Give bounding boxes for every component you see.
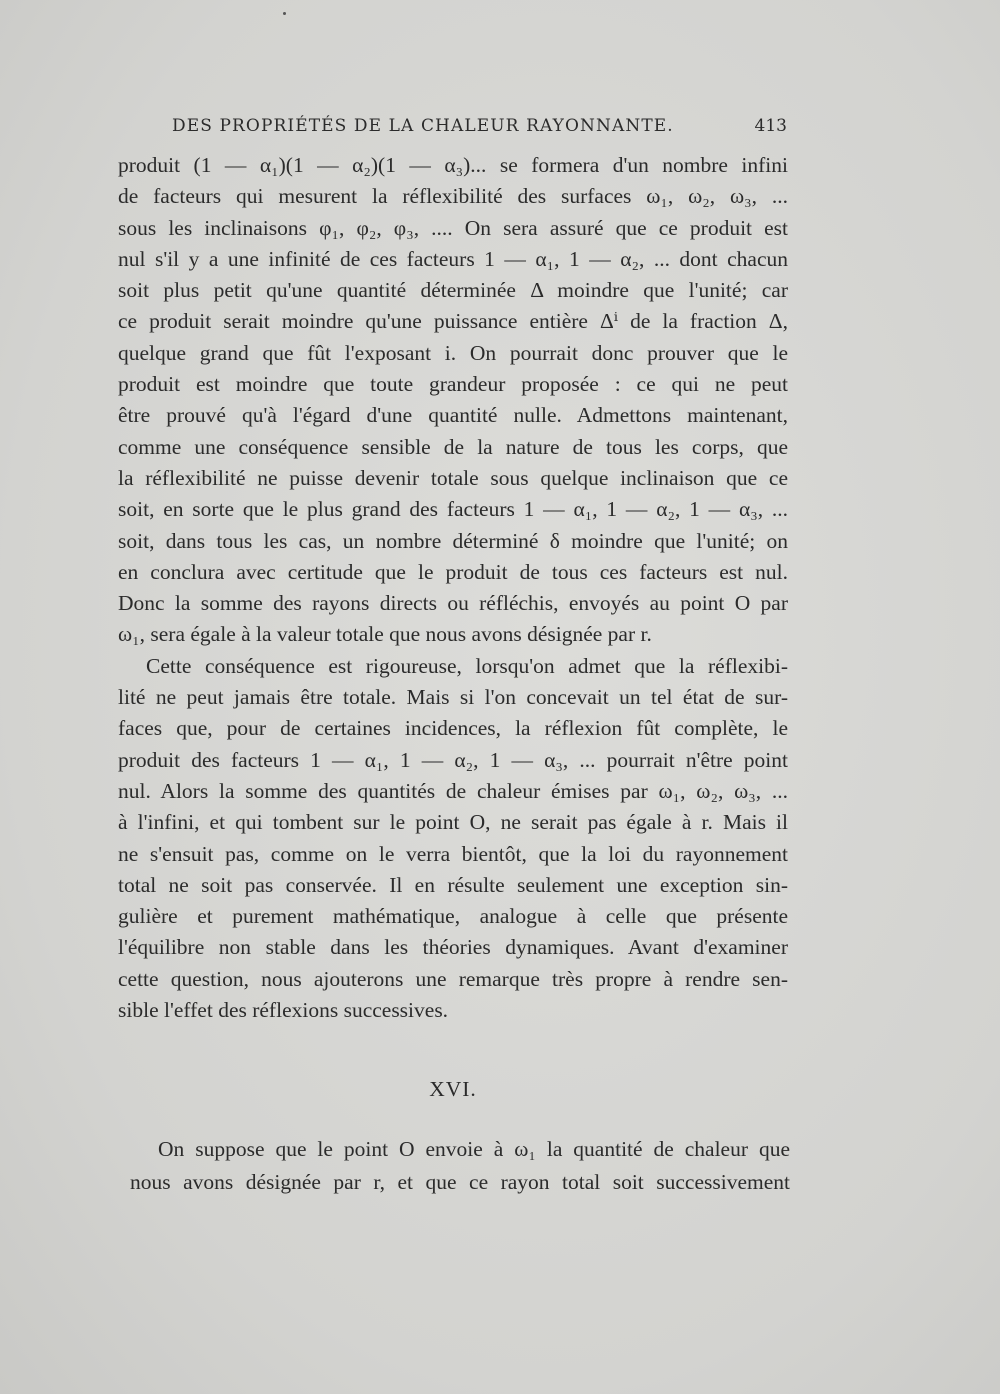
text-line: l'équilibre non stable dans les théories dynamiques. Avant d'examiner	[118, 935, 788, 960]
page-number: 413	[754, 116, 787, 136]
text-line: cette question, nous ajouterons une remarque très propre à rendre sen-	[118, 966, 788, 991]
text-line: comme une conséquence sensible de la nature de tous les corps, que	[118, 434, 788, 459]
text-line: sible l'effet des réflexions successives.	[118, 998, 449, 1023]
text-block	[118, 150, 788, 1026]
text-line: Cette conséquence est rigoureuse, lorsqu'on admet que la réflexibi-	[146, 653, 788, 678]
text-line: nul. Alors la somme des quantités de chaleur émises par ω₁, ω₂, ω₃, ...	[118, 778, 788, 803]
text-line: à l'infini, et qui tombent sur le point O, ne serait pas égale à r. Mais il	[118, 810, 788, 835]
text-line: lité ne peut jamais être totale. Mais si l'on concevait un tel état de sur-	[118, 685, 788, 710]
text-line: nul s'il y a une infinité de ces facteurs 1 — α₁, 1 — α₂, ... dont chacun	[118, 246, 788, 271]
text-line: produit est moindre que toute grandeur proposée : ce qui ne peut	[118, 372, 788, 397]
text-line: total ne soit pas conservée. Il en résulte seulement une exception sin-	[118, 872, 788, 897]
text-line: soit, en sorte que le plus grand des facteurs 1 — α₁, 1 — α₂, 1 — α₃, ...	[118, 497, 788, 522]
text-line: la réflexibilité ne puisse devenir totale sous quelque inclinaison que ce	[118, 465, 788, 490]
text-line: ω₁, sera égale à la valeur totale que nous avons désignée par r.	[118, 622, 652, 647]
text-line: faces que, pour de certaines incidences, la réflexion fût complète, le	[118, 716, 788, 741]
text-line: sous les inclinaisons φ₁, φ₂, φ₃, .... On sera assuré que ce produit est	[118, 215, 788, 240]
text-line: ce produit serait moindre qu'une puissance entière Δⁱ de la fraction Δ,	[118, 309, 788, 334]
text-line: soit, dans tous les cas, un nombre déterminé δ moindre que l'unité; on	[118, 528, 788, 553]
text-line: soit plus petit qu'une quantité déterminée Δ moindre que l'unité; car	[118, 278, 788, 303]
running-title: DES PROPRIÉTÉS DE LA CHALEUR RAYONNANTE.	[172, 116, 674, 136]
text-line: On suppose que le point O envoie à ω₁ la quantité de chaleur que	[158, 1137, 790, 1161]
text-line: ne s'ensuit pas, comme on le verra bientôt, que la loi du rayonnement	[118, 841, 788, 866]
text-line: de facteurs qui mesurent la réflexibilité des surfaces ω₁, ω₂, ω₃, ...	[118, 184, 788, 209]
text-line: quelque grand que fût l'exposant i. On pourrait donc prouver que le	[118, 340, 788, 365]
text-line: nous avons désignée par r, et que ce rayon total soit successivement	[130, 1170, 790, 1194]
section-heading: XVI.	[429, 1077, 477, 1101]
text-line: en conclura avec certitude que le produit de tous ces facteurs est nul.	[118, 559, 788, 584]
text-line: Donc la somme des rayons directs ou réfléchis, envoyés au point O par	[118, 591, 788, 616]
paragraph-1	[118, 150, 788, 651]
paragraph-2	[118, 651, 788, 1027]
paragraph-3	[130, 1133, 790, 1199]
text-line: produit (1 — α₁)(1 — α₂)(1 — α₃)... se formera d'un nombre infini	[118, 153, 788, 177]
text-line: être prouvé qu'à l'égard d'une quantité nulle. Admettons maintenant,	[118, 403, 788, 428]
text-line: gulière et purement mathématique, analogue à celle que présente	[118, 904, 788, 929]
text-line: produit des facteurs 1 — α₁, 1 — α₂, 1 — α₃, ... pourrait n'être point	[118, 747, 788, 772]
paper-speck	[283, 12, 286, 15]
